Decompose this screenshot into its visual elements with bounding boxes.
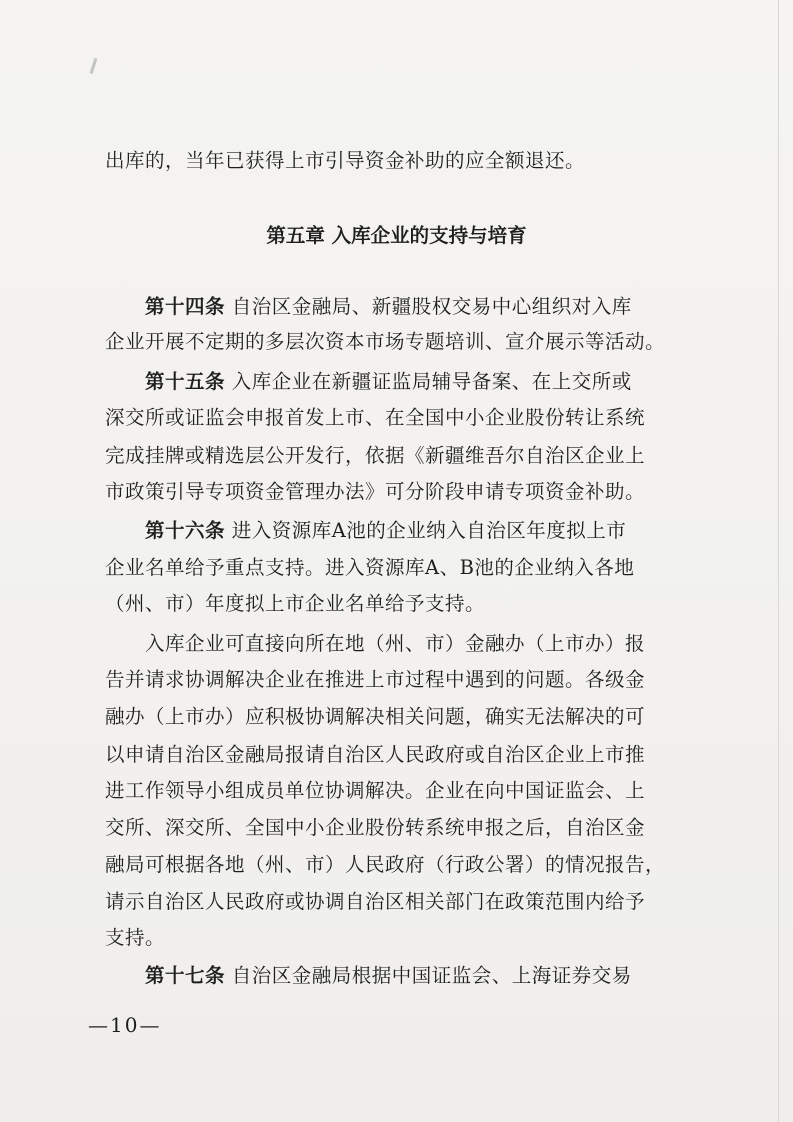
article-number: 第十六条 bbox=[145, 519, 226, 542]
body-line: 融局可根据各地（州、市）人民政府（行政公署）的情况报告， bbox=[105, 853, 666, 876]
page-edge bbox=[778, 0, 779, 1122]
body-line: 以申请自治区金融局报请自治区人民政府或自治区企业上市推 bbox=[105, 743, 646, 766]
body-line: 出库的，当年已获得上市引导资金补助的应全额退还。 bbox=[105, 149, 586, 172]
body-line: 企业名单给予重点支持。进入资源库A、B池的企业纳入各地 bbox=[105, 556, 635, 579]
article-number: 第十五条 bbox=[145, 370, 226, 393]
body-line: 支持。 bbox=[105, 926, 166, 949]
article-line: 第十七条 自治区金融局根据中国证监会、上海证券交易 bbox=[145, 964, 632, 987]
article-line: 第十四条 自治区金融局、新疆股权交易中心组织对入库 bbox=[145, 295, 632, 318]
body-line: 入库企业可直接向所在地（州、市）金融办（上市办）报 bbox=[145, 632, 646, 655]
body-line: 进工作领导小组成员单位协调解决。企业在向中国证监会、上 bbox=[105, 779, 646, 802]
scan-mark bbox=[90, 58, 98, 74]
body-line: 融办（上市办）应积极协调解决相关问题，确实无法解决的可 bbox=[105, 705, 646, 728]
chapter-heading: 第五章 入库企业的支持与培育 bbox=[266, 224, 527, 247]
body-line: （州、市）年度拟上市企业名单给予支持。 bbox=[105, 592, 486, 615]
body-line: 告并请求协调解决企业在推进上市过程中遇到的问题。各级金 bbox=[105, 668, 646, 691]
body-line: 深交所或证监会申报首发上市、在全国中小企业股份转让系统 bbox=[105, 406, 646, 429]
body-line: 市政策引导专项资金管理办法》可分阶段申请专项资金补助。 bbox=[105, 480, 646, 503]
page-number: —10— bbox=[88, 1013, 162, 1037]
article-number: 第十四条 bbox=[145, 295, 226, 318]
article-number: 第十七条 bbox=[145, 964, 226, 987]
article-line: 第十六条 进入资源库A池的企业纳入自治区年度拟上市 bbox=[145, 519, 627, 542]
body-line: 完成挂牌或精选层公开发行，依据《新疆维吾尔自治区企业上 bbox=[105, 444, 646, 467]
body-line: 企业开展不定期的多层次资本市场专题培训、宣介展示等活动。 bbox=[105, 330, 666, 353]
article-line: 第十五条 入库企业在新疆证监局辅导备案、在上交所或 bbox=[145, 370, 632, 393]
body-line: 请示自治区人民政府或协调自治区相关部门在政策范围内给予 bbox=[105, 890, 646, 913]
body-line: 交所、深交所、全国中小企业股份转系统申报之后，自治区金 bbox=[105, 816, 646, 839]
